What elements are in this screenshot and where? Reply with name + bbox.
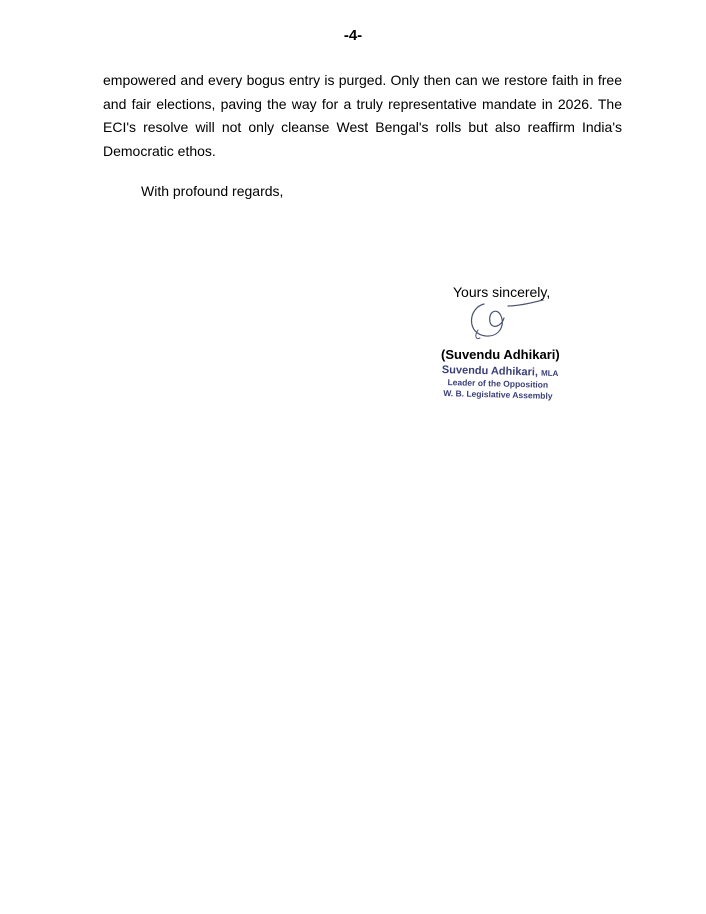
signer-name: (Suvendu Adhikari) bbox=[441, 347, 560, 362]
stamp-body: W. B. Legislative Assembly bbox=[443, 388, 553, 401]
body-paragraph: empowered and every bogus entry is purged. Only then can we restore faith in free and fair elections, paving the way for a truly representative mandate in 2026. The ECI's resolve will not only cleanse West Bengal's rolls but also reaffirm India's Democratic ethos. bbox=[103, 72, 622, 159]
valediction: Yours sincerely, bbox=[453, 284, 551, 300]
closing-regards: With profound regards, bbox=[141, 183, 284, 199]
handwritten-signature bbox=[454, 300, 554, 340]
official-stamp bbox=[441, 365, 572, 403]
stamp-name: Suvendu Adhikari, bbox=[441, 364, 539, 379]
page-number: -4- bbox=[343, 27, 363, 44]
stamp-title: Leader of the Opposition bbox=[447, 376, 549, 390]
stamp-suffix: MLA bbox=[540, 368, 559, 379]
